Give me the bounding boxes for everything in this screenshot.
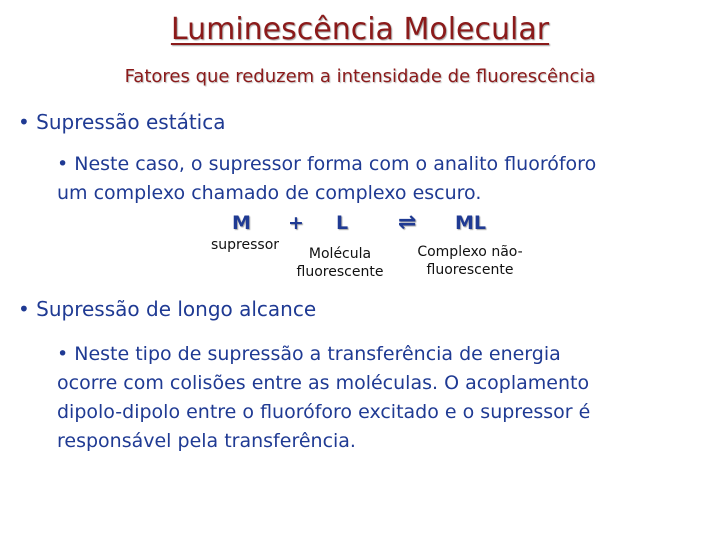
label-supressor: supressor (210, 237, 280, 253)
bullet-long-range-quenching: • Supressão de longo alcance (18, 297, 317, 321)
long-range-line-3: dipolo-dipolo entre o fluoróforo excitado e o supressor é (57, 401, 591, 423)
static-quenching-line-1: • Neste caso, o supressor forma com o analito fluoróforo (57, 153, 597, 175)
label-complexo-line-1: Complexo não- (417, 244, 523, 260)
long-range-line-2: ocorre com colisões entre as moléculas. O acoplamento (57, 372, 590, 394)
equation-plus: + (288, 212, 304, 234)
equation-m: M (232, 212, 251, 234)
label-molecula-line-1: Molécula (308, 246, 372, 262)
label-complexo-line-2: fluorescente (426, 262, 514, 278)
equilibrium-arrow-icon: ⇌ (398, 210, 417, 235)
slide-subtitle: Fatores que reduzem a intensidade de fluorescência (124, 66, 596, 87)
equation-ml: ML (455, 212, 487, 234)
long-range-line-4: responsável pela transferência. (57, 430, 356, 452)
equation-l: L (336, 212, 349, 234)
slide-title: Luminescência Molecular (170, 12, 550, 47)
label-molecula-line-2: fluorescente (296, 264, 384, 280)
bullet-static-quenching: • Supressão estática (18, 110, 226, 134)
static-quenching-line-2: um complexo chamado de complexo escuro. (57, 182, 482, 204)
long-range-line-1: • Neste tipo de supressão a transferência de energia (57, 343, 561, 365)
